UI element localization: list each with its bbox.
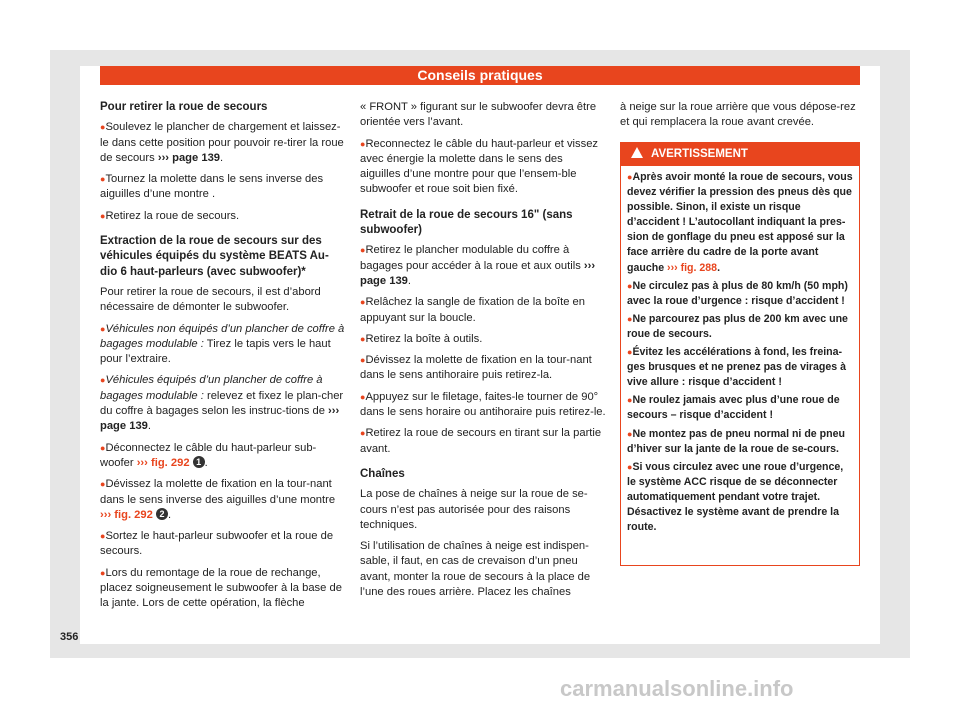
heading: Chaînes [360, 467, 405, 480]
heading: Retrait de la roue de secours 16" (sans subwoofer) [360, 208, 573, 237]
column-3 [620, 100, 860, 137]
page-ref-link[interactable]: ››› page 139 [360, 259, 596, 287]
warning-box [620, 142, 860, 566]
bullet: ● Véhicules non équipés d’un plancher de coffre à bagages modulable : Tirez le tapis vers le haut pour l’extraire. [100, 322, 346, 368]
callout-number: 2 [156, 508, 168, 520]
warning-item: ● Ne parcourez pas plus de 200 km avec une roue de secours. [627, 312, 853, 342]
bullet: ● Dévissez la molette de fixation en la tour-nant dans le sens inverse des aiguilles d’une montre ››› fig. 292 2 . [100, 477, 346, 523]
warning-header: AVERTISSEMENT [621, 143, 859, 166]
figure-ref-link[interactable]: ››› fig. 292 [136, 456, 190, 469]
bullet: ● Déconnectez le câble du haut-parleur sub-woofer ››› fig. 292 1 . [100, 441, 346, 472]
warning-item: ● Ne circulez pas à plus de 80 km/h (50 mph) avec la roue d’urgence : risque d’accident ! [627, 279, 853, 309]
bullet: ● Reconnectez le câble du haut-parleur et vissez avec énergie la molette dans le sens des aiguilles d’une montre pour que l’ensem-ble subwoofer et roue soit bien fixé. [360, 137, 606, 198]
bullet: ● Véhicules équipés d’un plancher de coffre à bagages modulable : relevez et fixez le plan-cher du coffre à bagages selon les instruc-tions de ››› page 139. [100, 373, 346, 434]
warning-icon [631, 147, 643, 158]
paragraph: « FRONT » figurant sur le subwoofer devra être orientée vers l’avant. [360, 101, 597, 129]
bullet: ● Lors du remontage de la roue de rechange, placez soigneusement le subwoofer à la base de la jante. Lors de cette opération, la flèche [100, 566, 346, 612]
bullet: ● Sortez le haut-parleur subwoofer et la roue de secours. [100, 529, 346, 560]
column-2 [360, 100, 606, 606]
bullet: ● Dévissez la molette de fixation en la tour-nant dans le sens antihoraire puis retirez-la. [360, 353, 606, 384]
bullet: ● Tournez la molette dans le sens inverse des aiguilles d’une montre . [100, 172, 346, 203]
bullet: ● Retirez la roue de secours en tirant sur la partie avant. [360, 426, 606, 457]
paragraph: Si l’utilisation de chaînes à neige est indispen-sable, il faut, en cas de crevaison d’un pneu avant, monter la roue de secours à la place de l’une des roues arrière. Placez les chaînes [360, 540, 591, 599]
paragraph: Pour retirer la roue de secours, il est d’abord nécessaire de démonter le subwoofer. [100, 285, 321, 314]
bullet: ● Retirez la boîte à outils. [360, 332, 606, 347]
figure-ref-link[interactable]: ››› fig. 288 [667, 261, 718, 274]
warning-item: ● Après avoir monté la roue de secours, vous devez vérifier la pression des pneus dès que possible. Sinon, il existe un risque d’accident ! L’autocollant indiquant la pres-sion de gonflage du pneu est apposé sur la face arrière du cadre de la porte avant gauche ››› fig. 288. [627, 170, 853, 276]
warning-item: ● Ne montez pas de pneu normal ni de pneu d’hiver sur la jante de la roue de se-cours. [627, 427, 853, 457]
bullet: ● Soulevez le plancher de chargement et laissez-le dans cette position pour pouvoir re-tirer la roue de secours ››› page 139. [100, 120, 346, 166]
page-number: 356 [60, 631, 79, 643]
paragraph: à neige sur la roue arrière que vous dépose-rez et qui remplacera la roue avant crevée. [620, 101, 856, 129]
warning-body [621, 166, 859, 535]
bullet: ● Retirez le plancher modulable du coffre à bagages pour accéder à la roue et aux outils ››› page 139. [360, 243, 606, 289]
section-header: Conseils pratiques [100, 66, 860, 85]
column-1 [100, 100, 346, 618]
warning-item: ● Ne roulez jamais avec plus d’une roue de secours – risque d’accident ! [627, 393, 853, 423]
page-ref-link[interactable]: ››› page 139 [157, 151, 221, 164]
bullet: ● Retirez la roue de secours. [100, 209, 346, 224]
paragraph: La pose de chaînes à neige sur la roue de se-cours n’est pas autorisée pour des raisons techniques. [360, 488, 588, 531]
bullet: ● Relâchez la sangle de fixation de la boîte en appuyant sur la boucle. [360, 295, 606, 326]
heading: Pour retirer la roue de secours [100, 101, 268, 113]
page-ref-link[interactable]: ››› page 139 [100, 405, 340, 433]
callout-number: 1 [193, 456, 205, 468]
watermark: carmanualsonline.info [560, 676, 794, 701]
warning-item: ● Évitez les accélérations à fond, les freina-ges brusques et ne prenez pas de virages à vive allure : risque d’accident ! [627, 345, 853, 390]
figure-ref-link[interactable]: ››› fig. 292 [100, 508, 153, 521]
bullet: ● Appuyez sur le filetage, faites-le tourner de 90° dans le sens horaire ou antihoraire puis retirez-le. [360, 390, 606, 421]
warning-item: ● Si vous circulez avec une roue d’urgence, le système ACC risque de se déconnecter automatiquement pendant votre trajet. Désactivez le système avant de prendre la route. [627, 460, 853, 535]
heading: Extraction de la roue de secours sur des véhicules équipés du système BEATS Au-dio 6 haut-parleurs (avec subwoofer)* [100, 235, 329, 278]
